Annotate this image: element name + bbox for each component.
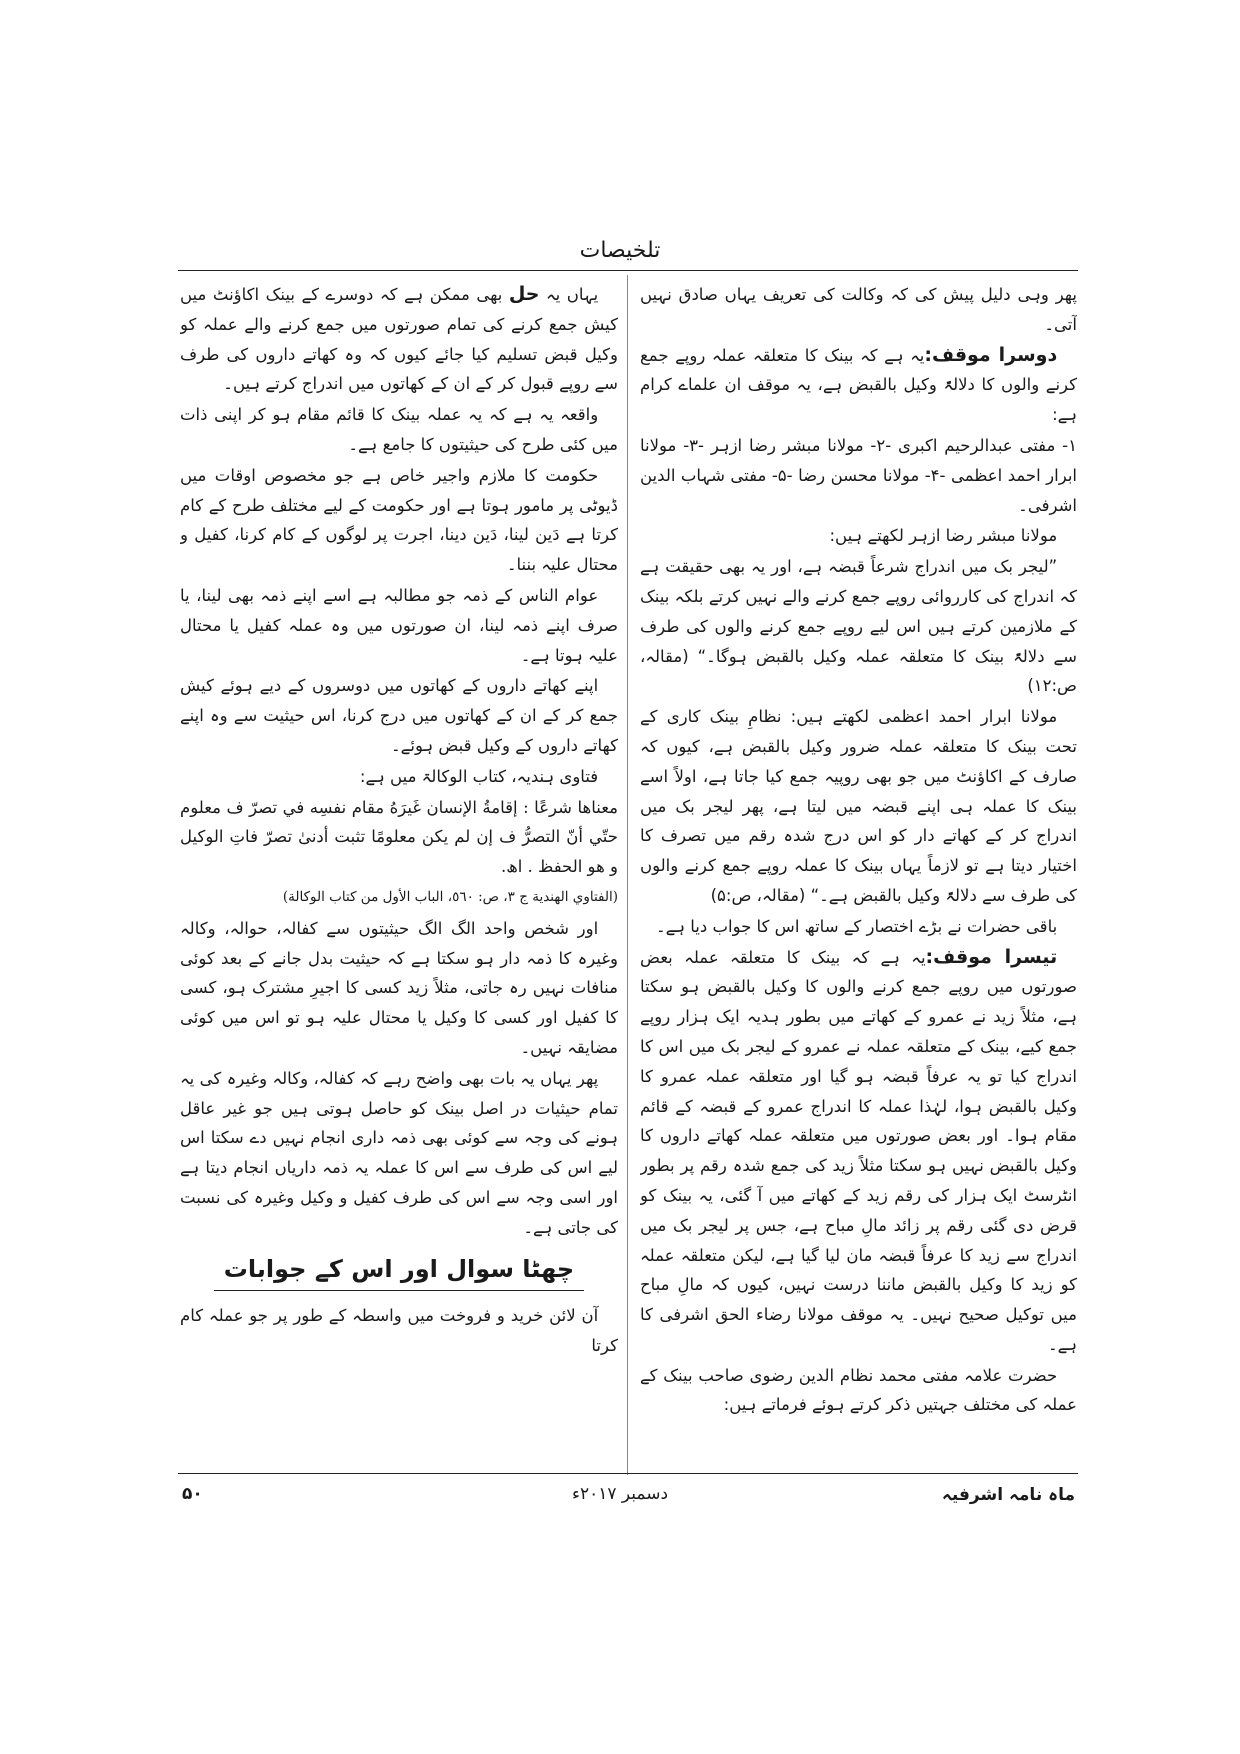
column-divider [627,275,628,1475]
paragraph: مولانا ابرار احمد اعظمی لکھتے ہیں: نظامِ بینک کاری کے تحت بینک کا متعلقہ عملہ ضرور وکیل بالقبض ہے، کیوں کہ صارف کے اکاؤنٹ میں جو بھی روپیہ جمع کیا جاتا ہے، اولاً اسے بینک کا عملہ ہی اپنے قبضہ میں لیتا ہے، پھر لیجر بک میں اندراج کر کے کھاتے دار کو اس درج شدہ رقم میں تصرف کا اختیار دیتا ہے تو لازماً یہاں بینک کا عملہ روپے جمع کرنے والوں کی طرف سے دلالۃً وکیل بالقبض ہے۔“ (مقالہ، ص:۵) [640,707,1077,905]
paragraph: پھر یہاں یہ بات بھی واضح رہے کہ کفالہ، وکالہ وغیرہ کی یہ تمام حیثیات در اصل بینک کو حاصل ہوتی ہیں جو غیر عاقل ہونے کی وجہ سے کوئی بھی ذمہ داری انجام نہیں دے سکتا اس لیے اس کی طرف سے اس کا عملہ یہ ذمہ داریاں انجام دیتا ہے اور اسی وجہ سے اس کی طرف کفیل و وکیل وغیرہ کی نسبت کی جاتی ہے۔ [180,1068,618,1237]
section-label: دوسرا موقف: [924,343,1058,366]
paragraph: اور شخص واحد الگ الگ حیثیتوں سے کفالہ، حوالہ، وکالہ وغیرہ کا ذمہ دار ہو سکتا ہے کہ حیثیت بدل جانے کے بعد کوئی منافات نہیں رہ جاتی، مثلاً زید کسی کا اجیرِ مشترک ہو، کسی کا کفیل اور کسی کا وکیل یا محتال علیہ ہو تو اس میں کوئی مضایقہ نہیں۔ [180,918,618,1057]
paragraph: آن لائن خرید و فروخت میں واسطہ کے طور پر جو عملہ کام کرتا [180,1306,618,1356]
issue-date: دسمبر ۲۰۱۷ء [571,1484,669,1504]
left-column [180,280,618,1460]
paragraph: مولانا مبشر رضا ازہر لکھتے ہیں: [829,526,1058,546]
paragraph: فتاوی ہندیہ، کتاب الوکالۃ میں ہے: [359,766,599,786]
section-heading: چھٹا سوال اور اس کے جوابات [214,1255,584,1292]
arabic-reference: (الفتاوي الهندية ج ٣، ص: ٥٦٠، الباب الأول من كتاب الوكالة) [282,888,618,905]
paragraph [640,341,1077,430]
paragraph-text: یہاں یہ [546,285,599,304]
paragraph: عوام الناس کے ذمہ جو مطالبہ ہے اسے اپنے ذمہ بھی لینا، یا صرف اپنے ذمہ لینا، ان صورتوں میں وہ عملہ کفیل یا محتال علیہ ہوتا ہے۔ [180,585,618,665]
header-rule [178,270,1078,271]
page-number: ۵۰ [182,1484,203,1504]
highlight-word: حل [508,283,540,305]
paragraph: اپنے کھاتے داروں کے کھاتوں میں دوسروں کے دیے ہوئے کیش جمع کر کے ان کے کھاتوں میں درج کرنا، اس حیثیت سے وہ اپنے کھاتے داروں کے وکیل قبض ہوئے۔ [180,676,618,755]
paragraph: باقی حضرات نے بڑے اختصار کے ساتھ اس کا جواب دیا ہے۔ [656,916,1058,936]
paragraph-text: یہ ہے کہ بینک کا متعلقہ عملہ روپے جمع کرنے والوں کا دلالۃً وکیل بالقبض ہے، یہ موقف ان علماے کرام ہے: [640,345,1077,425]
arabic-quote: معناها شرعًا : إقامةُ الإنسان غَيرَهُ مقام نفسِه في تصرّ ف معلوم حتّي أنّ التصرُّ ف إن لم يكن معلومًا تثبت أدنیٰ تصرّ فاتِ الوكيل و هو الحفظ . اھ. [180,797,618,877]
paragraph: واقعہ یہ ہے کہ یہ عملہ بینک کا قائم مقام ہو کر اپنی ذات میں کئی طرح کی حیثیتوں کا جامع ہے۔ [180,405,618,454]
paragraph-text: یہ ہے کہ بینک کا متعلقہ عملہ بعض صورتوں میں روپے جمع کرنے والوں کا وکیل بالقبض ہو سکتا ہے، مثلاً زید نے عمرو کے کھاتے میں بطور ہدیہ ایک ہزار روپے جمع کیے، بینک کے متعلقہ عملہ نے عمرو کے لیجر بک میں اس کا اندراج کیا تو یہ عرفاً قبضہ ہو گیا اور متعلقہ عملہ عمرو کا وکیل بالقبض ہوا، لہٰذا عملہ کا اندراج عمرو کے قبضہ کے قائم مقام ہوا۔ اور بعض صورتوں میں متعلقہ عملہ کھاتے داروں کا وکیل بالقبض نہیں ہو سکتا مثلاً زید کی جمع شدہ رقم پر بطور انٹرسٹ ایک ہزار کی رقم زید کے کھاتے میں آ گئی، یہ بینک کو قرض دی گئی رقم پر زائد مالِ مباح ہے، جس پر لیجر بک میں اندراج سے زید کا عرفاً قبضہ مان لیا گیا ہے، لیکن متعلقہ عملہ کو زید کا وکیل بالقبض ماننا درست نہیں، کیوں کہ مالِ مباح میں توکیل صحیح نہیں۔ یہ موقف مولانا رضاء الحق اشرفی کا ہے۔ [640,947,1077,1354]
paragraph: حکومت کا ملازم واجیر خاص ہے جو مخصوص اوقات میں ڈیوٹی پر مامور ہوتا ہے اور حکومت کے لیے مختلف طرح کے کام کرتا ہے دَین لینا، دَین دینا، اجرت پر لوگوں کے کام کرنا، کفیل و محتال علیہ بننا۔ [180,465,618,575]
paragraph [180,280,618,399]
quotation: ”لیجر بک میں اندراج شرعاً قبضہ ہے، اور یہ بھی حقیقت ہے کہ اندراج کی کارروائی روپے جمع کرنے والے نہیں کرتے بلکہ بینک کے ملازمین کرتے ہیں اس لیے روپے جمع کرنے والوں کی طرف سے دلالۃً بینک کا متعلقہ عملہ وکیل بالقبض ہوگا۔“ (مقالہ، ص:۱۲) [640,557,1077,696]
paragraph: ۱- مفتی عبدالرحیم اکبری -۲- مولانا مبشر رضا ازہر -۳- مولانا ابرار احمد اعظمی -۴- مولانا محسن رضا -۵- مفتی شہاب الدین اشرفی۔ [640,435,1077,515]
right-column [640,280,1077,1460]
section-label: تیسرا موقف: [925,945,1058,968]
paragraph: پھر وہی دلیل پیش کی کہ وکالت کی تعریف یہاں صادق نہیں آتی۔ [640,285,1077,334]
paragraph-text: بھی ممکن ہے کہ دوسرے کے بینک اکاؤنٹ میں کیش جمع کرنے کی تمام صورتوں میں جمع کرنے والے عملہ کو وکیل قبض تسلیم کیا جائے کیوں کہ وہ کھاتے داروں کی طرف سے روپے قبول کر کے ان کے کھاتوں میں اندراج کرتے ہیں۔ [180,285,618,394]
page-header-title: تلخیصات [579,238,661,263]
paragraph [640,943,1077,1360]
paragraph: حضرت علامہ مفتی محمد نظام الدین رضوی صاحب بینک کے عملہ کی مختلف جہتیں ذکر کرتے ہوئے فرماتے ہیں: [640,1365,1077,1415]
footer-rule [178,1473,1078,1474]
magazine-name: ماہ نامہ اشرفیہ [941,1485,1075,1505]
